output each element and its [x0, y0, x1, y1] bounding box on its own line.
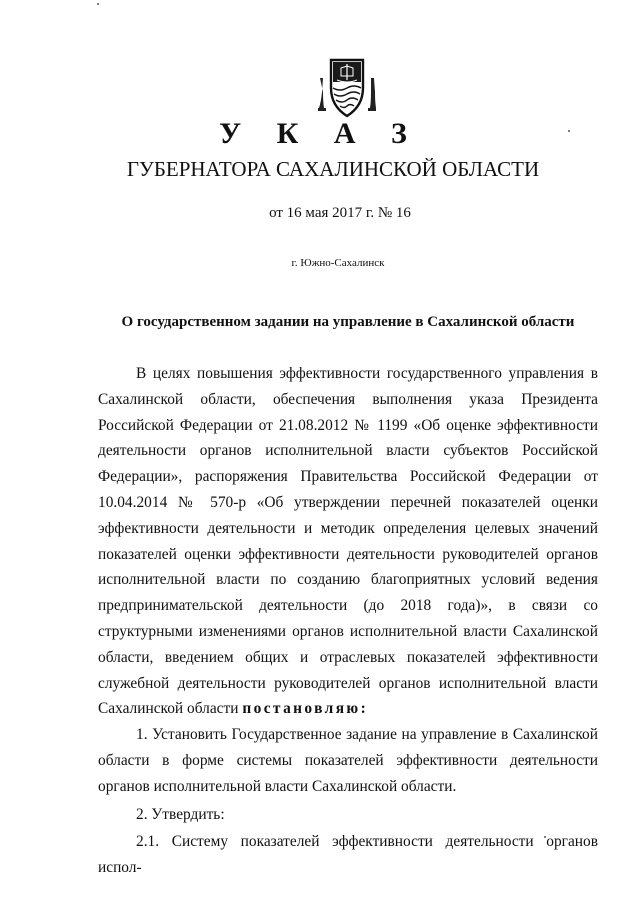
document-body	[98, 361, 598, 881]
intro-paragraph	[98, 361, 598, 722]
document-title: У К А З	[219, 117, 421, 150]
item-2-1-paragraph: 2.1. Систему показателей эффективности деятельности органов испол-	[98, 833, 598, 877]
intro-text: В целях повышения эффективности государственного управления в Сахалинской области, обеспечения выполнения указа Президента Российской Федерации от 21.08.2012 № 1199 «Об оценке эффективности деятельности органов исполнительной власти субъектов Российской Федерации», распоряжения Правительства Российской Федерации от 10.04.2014 № 570-р «Об утверждении перечней показателей оценки эффективности деятельности и методик определения целевых значений показателей оценки эффективности деятельности руководителей органов исполнительной власти по созданию благоприятных условий ведения предпринимательской деятельности (до 2018 года)», в связи со структурными изменениями органов исполнительной власти Сахалинской области, введением общих и отраслевых показателей эффективности служебной деятельности руководителей органов исполнительной власти Сахалинской области	[98, 365, 598, 718]
heading-text: О государственном задании на управление в Сахалинской области	[121, 314, 575, 330]
item-2-paragraph: 2. Утвердить:	[136, 805, 225, 823]
sakhalin-coat-of-arms-icon	[318, 58, 376, 118]
scan-speck	[97, 3, 99, 5]
city-text: г. Южно-Сахалинск	[291, 257, 385, 269]
intro-keyword: постановляю:	[242, 700, 369, 718]
city-line	[0, 256, 640, 270]
item-1-paragraph: 1. Установить Государственное задание на управление в Сахалинской области в форме системы показателей эффективности деятельности органов исполнительной власти Сахалинской области.	[98, 726, 598, 795]
document-subtitle	[0, 156, 640, 182]
document-heading	[0, 312, 640, 332]
decree-date-text: от 16 мая 2017 г. № 16	[269, 205, 411, 221]
decree-date-line	[0, 203, 640, 223]
subtitle-text: ГУБЕРНАТОРА САХАЛИНСКОЙ ОБЛАСТИ	[126, 157, 540, 181]
